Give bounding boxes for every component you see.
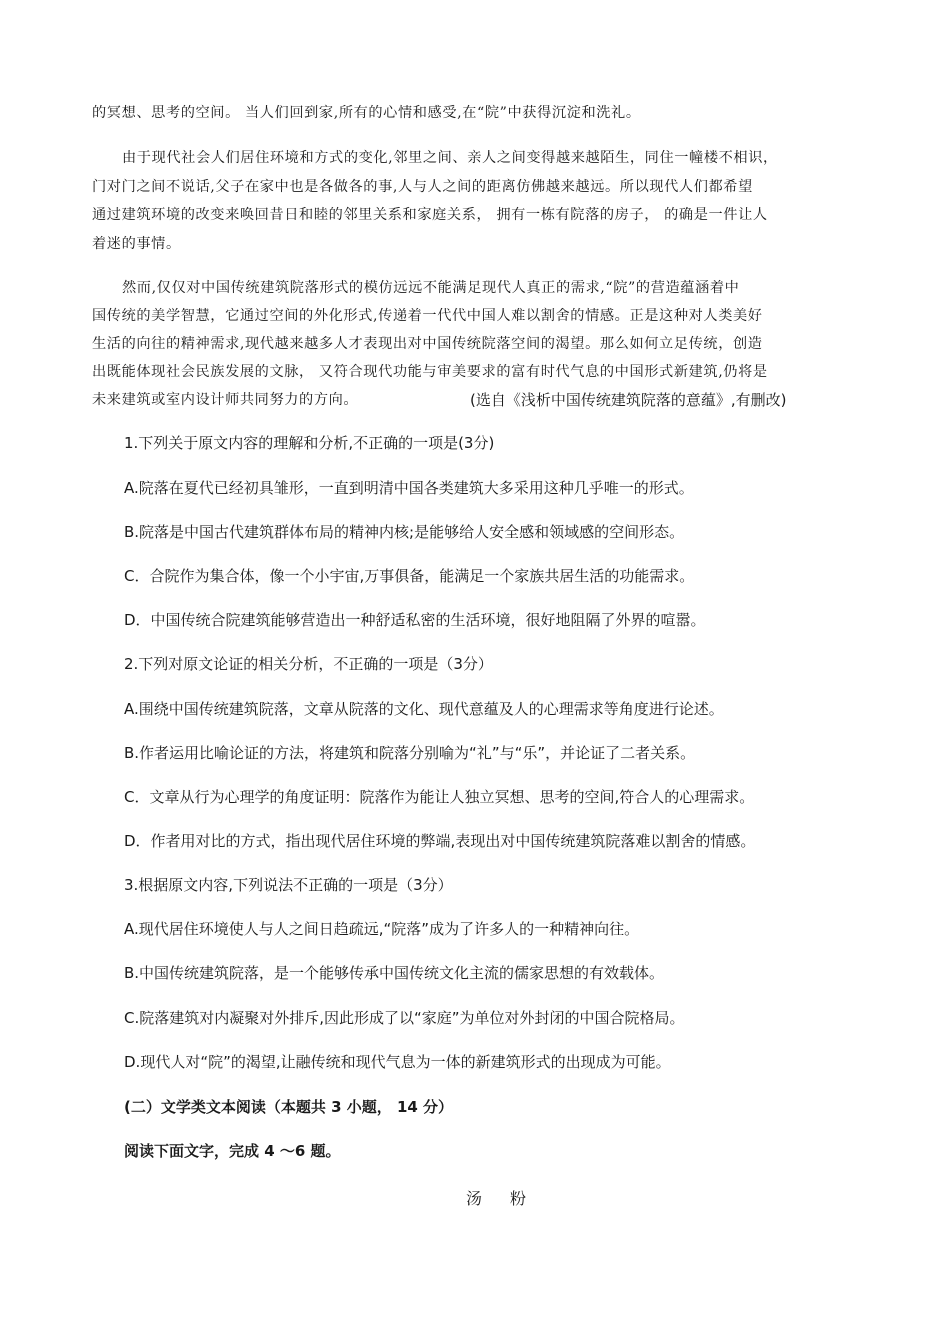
passage-line: 出既能体现社会民族发展的文脉， 又符合现代功能与审美要求的富有时代气息的中国形式新建筑,仍将是 bbox=[92, 364, 768, 380]
passage-line: 通过建筑环境的改变来唤回昔日和睦的邻里关系和家庭关系， 拥有一栋有院落的房子， 的确是一件让人 bbox=[92, 207, 768, 223]
passage-line: 生活的向往的精神需求,现代越来越多人才表现出对中国传统院落空间的渴望。那么如何立足传统，创造 bbox=[92, 336, 763, 352]
answer-option: A.现代居住环境使人与人之间日趋疏远,“院落”成为了许多人的一种精神向往。 bbox=[124, 920, 640, 938]
question-stem: 1.下列关于原文内容的理解和分析,不正确的一项是(3分) bbox=[124, 434, 495, 452]
answer-option: B.院落是中国古代建筑群体布局的精神内核;是能够给人安全感和领域感的空间形态。 bbox=[124, 523, 685, 541]
passage-line: 未来建筑或室内设计师共同努力的方向。 bbox=[92, 392, 359, 408]
passage-line: 的冥想、思考的空间。 当人们回到家,所有的心情和感受,在“院”中获得沉淀和洗礼。 bbox=[92, 105, 641, 121]
answer-option: B.中国传统建筑院落，是一个能够传承中国传统文化主流的儒家思想的有效载体。 bbox=[124, 964, 665, 982]
passage-line: 然而,仅仅对中国传统建筑院落形式的模仿远远不能满足现代人真正的需求,“院”的营造蕴涵着中 bbox=[122, 280, 740, 296]
passage-line: 国传统的美学智慧，它通过空间的外化形式,传递着一代代中国人难以割舍的情感。正是这种对人类美好 bbox=[92, 308, 763, 324]
answer-option: D．作者用对比的方式，指出现代居住环境的弊端,表现出对中国传统建筑院落难以割舍的情感。 bbox=[124, 832, 756, 850]
answer-option: D．中国传统合院建筑能够营造出一种舒适私密的生活环境，很好地阻隔了外界的喧嚣。 bbox=[124, 611, 706, 629]
answer-option: C.院落建筑对内凝聚对外排斥,因此形成了以“家庭”为单位对外封闭的中国合院格局。 bbox=[124, 1009, 685, 1027]
question-stem: 3.根据原文内容,下列说法不正确的一项是（3分） bbox=[124, 876, 453, 894]
passage-line: 着迷的事情。 bbox=[92, 236, 181, 252]
answer-option: D.现代人对“院”的渴望,让融传统和现代气息为一体的新建筑形式的出现成为可能。 bbox=[124, 1053, 671, 1071]
question-stem: 2.下列对原文论证的相关分析，不正确的一项是（3分） bbox=[124, 655, 493, 673]
answer-option: C．文章从行为心理学的角度证明：院落作为能让人独立冥想、思考的空间,符合人的心理需求。 bbox=[124, 788, 755, 806]
story-title: 汤粉 bbox=[466, 1189, 555, 1208]
section-heading: (二）文学类文本阅读（本题共 3 小题， 14 分） bbox=[124, 1098, 454, 1116]
answer-option: B.作者运用比喻论证的方法，将建筑和院落分别喻为“礼”与“乐”，并论证了二者关系。 bbox=[124, 744, 696, 762]
section-instruction: 阅读下面文字，完成 4 ～6 题。 bbox=[124, 1142, 341, 1160]
source-citation: (选自《浅析中国传统建筑院落的意蕴》,有删改) bbox=[470, 391, 787, 409]
answer-option: C．合院作为集合体，像一个小宇宙,万事俱备，能满足一个家族共居生活的功能需求。 bbox=[124, 567, 695, 585]
answer-option: A.围绕中国传统建筑院落，文章从院落的文化、现代意蕴及人的心理需求等角度进行论述。 bbox=[124, 700, 724, 718]
answer-option: A.院落在夏代已经初具雏形，一直到明清中国各类建筑大多采用这种几乎唯一的形式。 bbox=[124, 479, 694, 497]
passage-line: 由于现代社会人们居住环境和方式的变化,邻里之间、亲人之间变得越来越陌生，同住一幢楼不相识， bbox=[122, 150, 778, 166]
passage-line: 门对门之间不说话,父子在家中也是各做各的事,人与人之间的距离仿佛越来越远。所以现代人们都希望 bbox=[92, 179, 753, 195]
